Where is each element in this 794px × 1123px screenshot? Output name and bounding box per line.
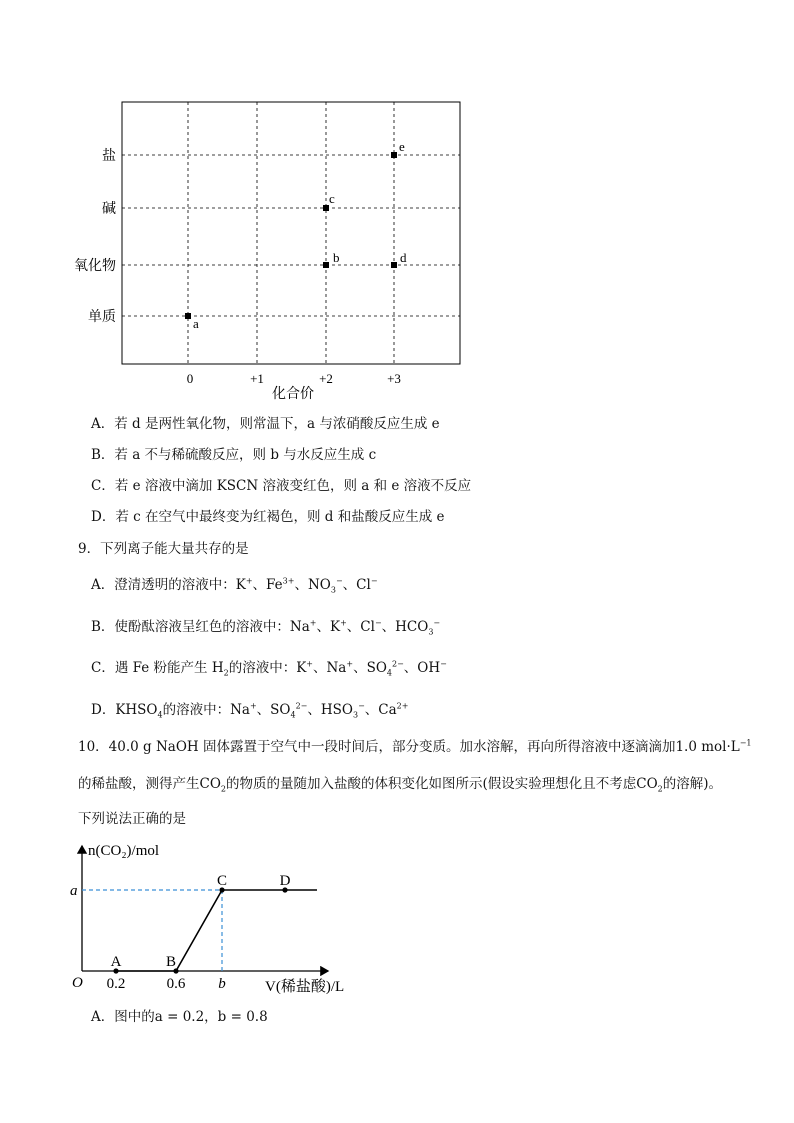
- valence-category-chart: [60, 95, 480, 405]
- x-axis-title: V(稀盐酸)/L: [265, 979, 345, 995]
- x-tick-0: 0: [186, 371, 194, 386]
- origin-label: O: [72, 975, 83, 991]
- point-b: [323, 262, 329, 268]
- y-axis-title: n(CO₂)/mol: [88, 843, 160, 859]
- q8-option-d: D．若 c 在空气中最终变为红褐色，则 d 和盐酸反应生成 e: [91, 509, 445, 525]
- point-e: [391, 152, 397, 158]
- q9-option-b: B．使酚酞溶液呈红色的溶液中：Na+、K+、Cl−、$HCO_3^-$: [91, 618, 441, 637]
- point-B-label: B: [165, 954, 177, 970]
- point-D-label: D: [279, 873, 291, 889]
- co2-series-line: [116, 890, 317, 971]
- q10-line2-a: 的稀盐酸，测得产生CO: [78, 776, 221, 792]
- x-tick-b: b: [218, 976, 226, 992]
- co2-volume-chart: [60, 838, 370, 1003]
- q9-option-b-prefix: B．使酚酞溶液呈红色的溶液中：: [91, 619, 290, 635]
- q10-line2-b: 的物质的量随加入盐酸的体积变化如图所示(假设实验理想化且不考虑CO: [226, 776, 658, 792]
- q8-option-a: A．若 d 是两性氧化物，则常温下，a 与浓硝酸反应生成 e: [91, 416, 440, 432]
- q9-option-c-prefix: C．遇 Fe 粉能产生 H: [91, 660, 224, 676]
- point-A-label: A: [110, 954, 122, 970]
- x-tick-3: +3: [387, 371, 401, 386]
- point-d-label: d: [400, 250, 407, 265]
- q9-option-c-mid: 的溶液中：: [228, 660, 297, 676]
- y-tick-a: a: [70, 883, 78, 899]
- q10-line3: 下列说法正确的是: [78, 811, 186, 827]
- q9-option-a: A．澄清透明的溶液中：K+、$Fe^{3+}$、$NO_3^-$、Cl−: [91, 576, 378, 595]
- q9-option-c: C．遇 Fe 粉能产生 $H_2$的溶液中：K+、Na+、$SO_4^{2-}$、OH−: [91, 659, 447, 678]
- point-e-label: e: [399, 139, 405, 154]
- q8-option-c: C．若 e 溶液中滴加 KSCN 溶液变红色，则 a 和 e 溶液不反应: [91, 478, 472, 494]
- q10-line1-text: 10．40.0 g NaOH 固体露置于空气中一段时间后，部分变质。加水溶解，再向所得溶液中逐滴滴加1.0 mol·L: [78, 739, 740, 755]
- q10-option-a: A．图中的a = 0.2，b = 0.8: [91, 1009, 268, 1025]
- y-label-base: 碱: [102, 202, 116, 217]
- point-a-label: a: [193, 316, 199, 331]
- x-axis-title: 化合价: [272, 387, 314, 402]
- x-tick-0.6: 0.6: [166, 976, 186, 992]
- point-c-label: c: [329, 191, 335, 206]
- x-tick-1: +1: [250, 371, 264, 386]
- q9-option-d-prefix: D．KHSO: [91, 702, 158, 718]
- q10-line2-c: 的溶解)。: [662, 776, 723, 792]
- q10-line1: 10．40.0 g NaOH 固体露置于空气中一段时间后，部分变质。加水溶解，再向所得溶液中逐滴滴加1.0 $mol\cdot L^{-1}$: [78, 738, 752, 755]
- point-b-label: b: [333, 250, 340, 265]
- point-d: [391, 262, 397, 268]
- point-a: [185, 313, 191, 319]
- x-tick-2: +2: [319, 371, 333, 386]
- chart1-frame: [122, 102, 460, 364]
- q9-option-d: D．$KHSO_4$的溶液中：Na+、$SO_4^{2-}$、$HSO_3^-$、$Ca^{2+}$: [91, 701, 409, 720]
- x-tick-0.2: 0.2: [106, 976, 126, 992]
- q10-line2: 的稀盐酸，测得产生$CO_2$的物质的量随加入盐酸的体积变化如图所示(假设实验理想化且不考虑$CO_2$的溶解)。: [78, 776, 723, 794]
- q9-option-d-mid: 的溶液中：: [162, 702, 231, 718]
- y-label-element: 单质: [88, 310, 116, 325]
- y-label-salt: 盐: [102, 149, 116, 164]
- q8-option-b: B．若 a 不与稀硫酸反应，则 b 与水反应生成 c: [91, 447, 377, 463]
- q9-option-a-prefix: A．澄清透明的溶液中：: [91, 577, 236, 593]
- y-label-oxide: 氧化物: [74, 259, 116, 274]
- q9-stem: 9．下列离子能大量共存的是: [78, 541, 249, 557]
- point-C-label: C: [216, 873, 228, 889]
